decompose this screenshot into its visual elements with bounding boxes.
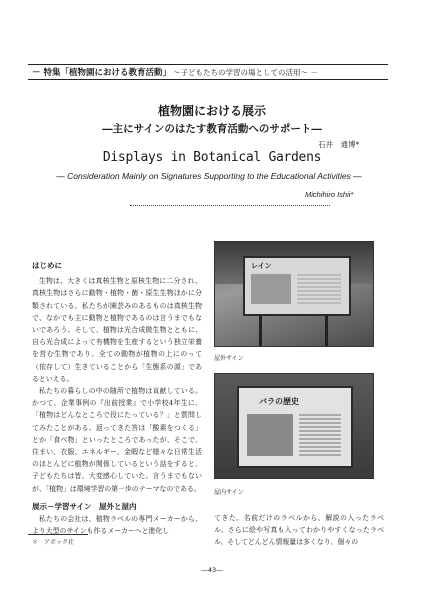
title-japanese: 植物園における展示	[157, 104, 266, 118]
outdoor-sign-photo	[214, 241, 374, 347]
section2-heading: 展示－学習サイン 屋外と屋内	[32, 501, 137, 511]
right-column	[214, 512, 384, 549]
indoor-sign-board	[237, 386, 353, 468]
outdoor-sign-caption: 屋外サイン	[214, 355, 244, 362]
footnote: ＊ アボック社	[32, 539, 75, 546]
subtitle-english: ― Consideration Mainly on Signatures Supporting to the Educational Activities ―	[56, 171, 362, 181]
sign-image	[251, 274, 291, 304]
sign-image	[247, 414, 293, 456]
author-japanese: 石井 通博*	[318, 140, 360, 149]
section2-paragraph: 私たちの会社は、植物ラベルの専門メーカーから、より大型のサインも作るメーカーへと進化し	[32, 515, 202, 536]
title-english: Displays in Botanical Gardens	[102, 150, 322, 165]
sign-text-block	[299, 414, 341, 456]
paragraph-2: 私たちの暮らしの中の随所で植物は貢献している。かつて、企業事例の『出前授業』で小学校4年生に、「植物はどんなところで役にたっている？」と質問してみたことがある。返ってきた答は「酸素をつくる」とか「食べ物」といったところであったが、そこで、住まい、衣服、エネルギー、金暇など様々な日常生活のほとんどに植物が関係しているという話をすると、子どもたちは皆、大変感心していた。言うまでもないが、「植物」は環境学習の第一歩のテーマなのである。	[32, 387, 202, 493]
sign-post-left	[259, 314, 262, 346]
title-divider	[130, 205, 330, 206]
intro-heading: はじめに	[32, 261, 62, 270]
sign-post-right	[325, 314, 328, 346]
left-column	[32, 260, 202, 537]
right-paragraph: てきた。名前だけのラベルから、解説の入ったラベル、さらに絵や写真も入ってわかりやすくなったラベル、そしてどんどん情報量は多くなり、個々の	[214, 514, 384, 547]
subtitle-japanese: ―主にサインのはたす教育活動へのサポート―	[102, 123, 322, 135]
indoor-sign-title: バラの歴史	[259, 397, 299, 406]
outdoor-sign-board	[243, 256, 351, 316]
footnote-divider	[28, 534, 88, 535]
banner-sub: ～子どもたちの学習の場としての活用～ －	[172, 67, 318, 77]
outdoor-sign-title: レイン	[251, 262, 272, 270]
author-english: Michihiro Ishii*	[305, 190, 354, 199]
banner-main: － 特集「植物園における教育活動」	[32, 68, 171, 78]
page-number: ―43―	[201, 566, 223, 574]
feature-banner	[28, 64, 388, 80]
indoor-sign-caption: 屋内サイン	[214, 489, 244, 496]
indoor-sign-photo	[214, 373, 374, 479]
paragraph-1: 生物は、大きくは真核生物と原核生物に二分され、真核生物はさらに動物・植物・菌・原生生物ほかに分類されている。私たちが園芸みのあるものは真核生物で、なかでも主に動物と植物であるのは言うまでもないであろう。そして、植物は光合成微生物とともに、自ら光合成によって有機物を生産するという独立栄養を営む生物であり、全ての動物が植物の上にのって（依存して）生きていることから「生態系の源」であるといえる。	[32, 277, 202, 383]
sign-text-block	[297, 274, 341, 304]
